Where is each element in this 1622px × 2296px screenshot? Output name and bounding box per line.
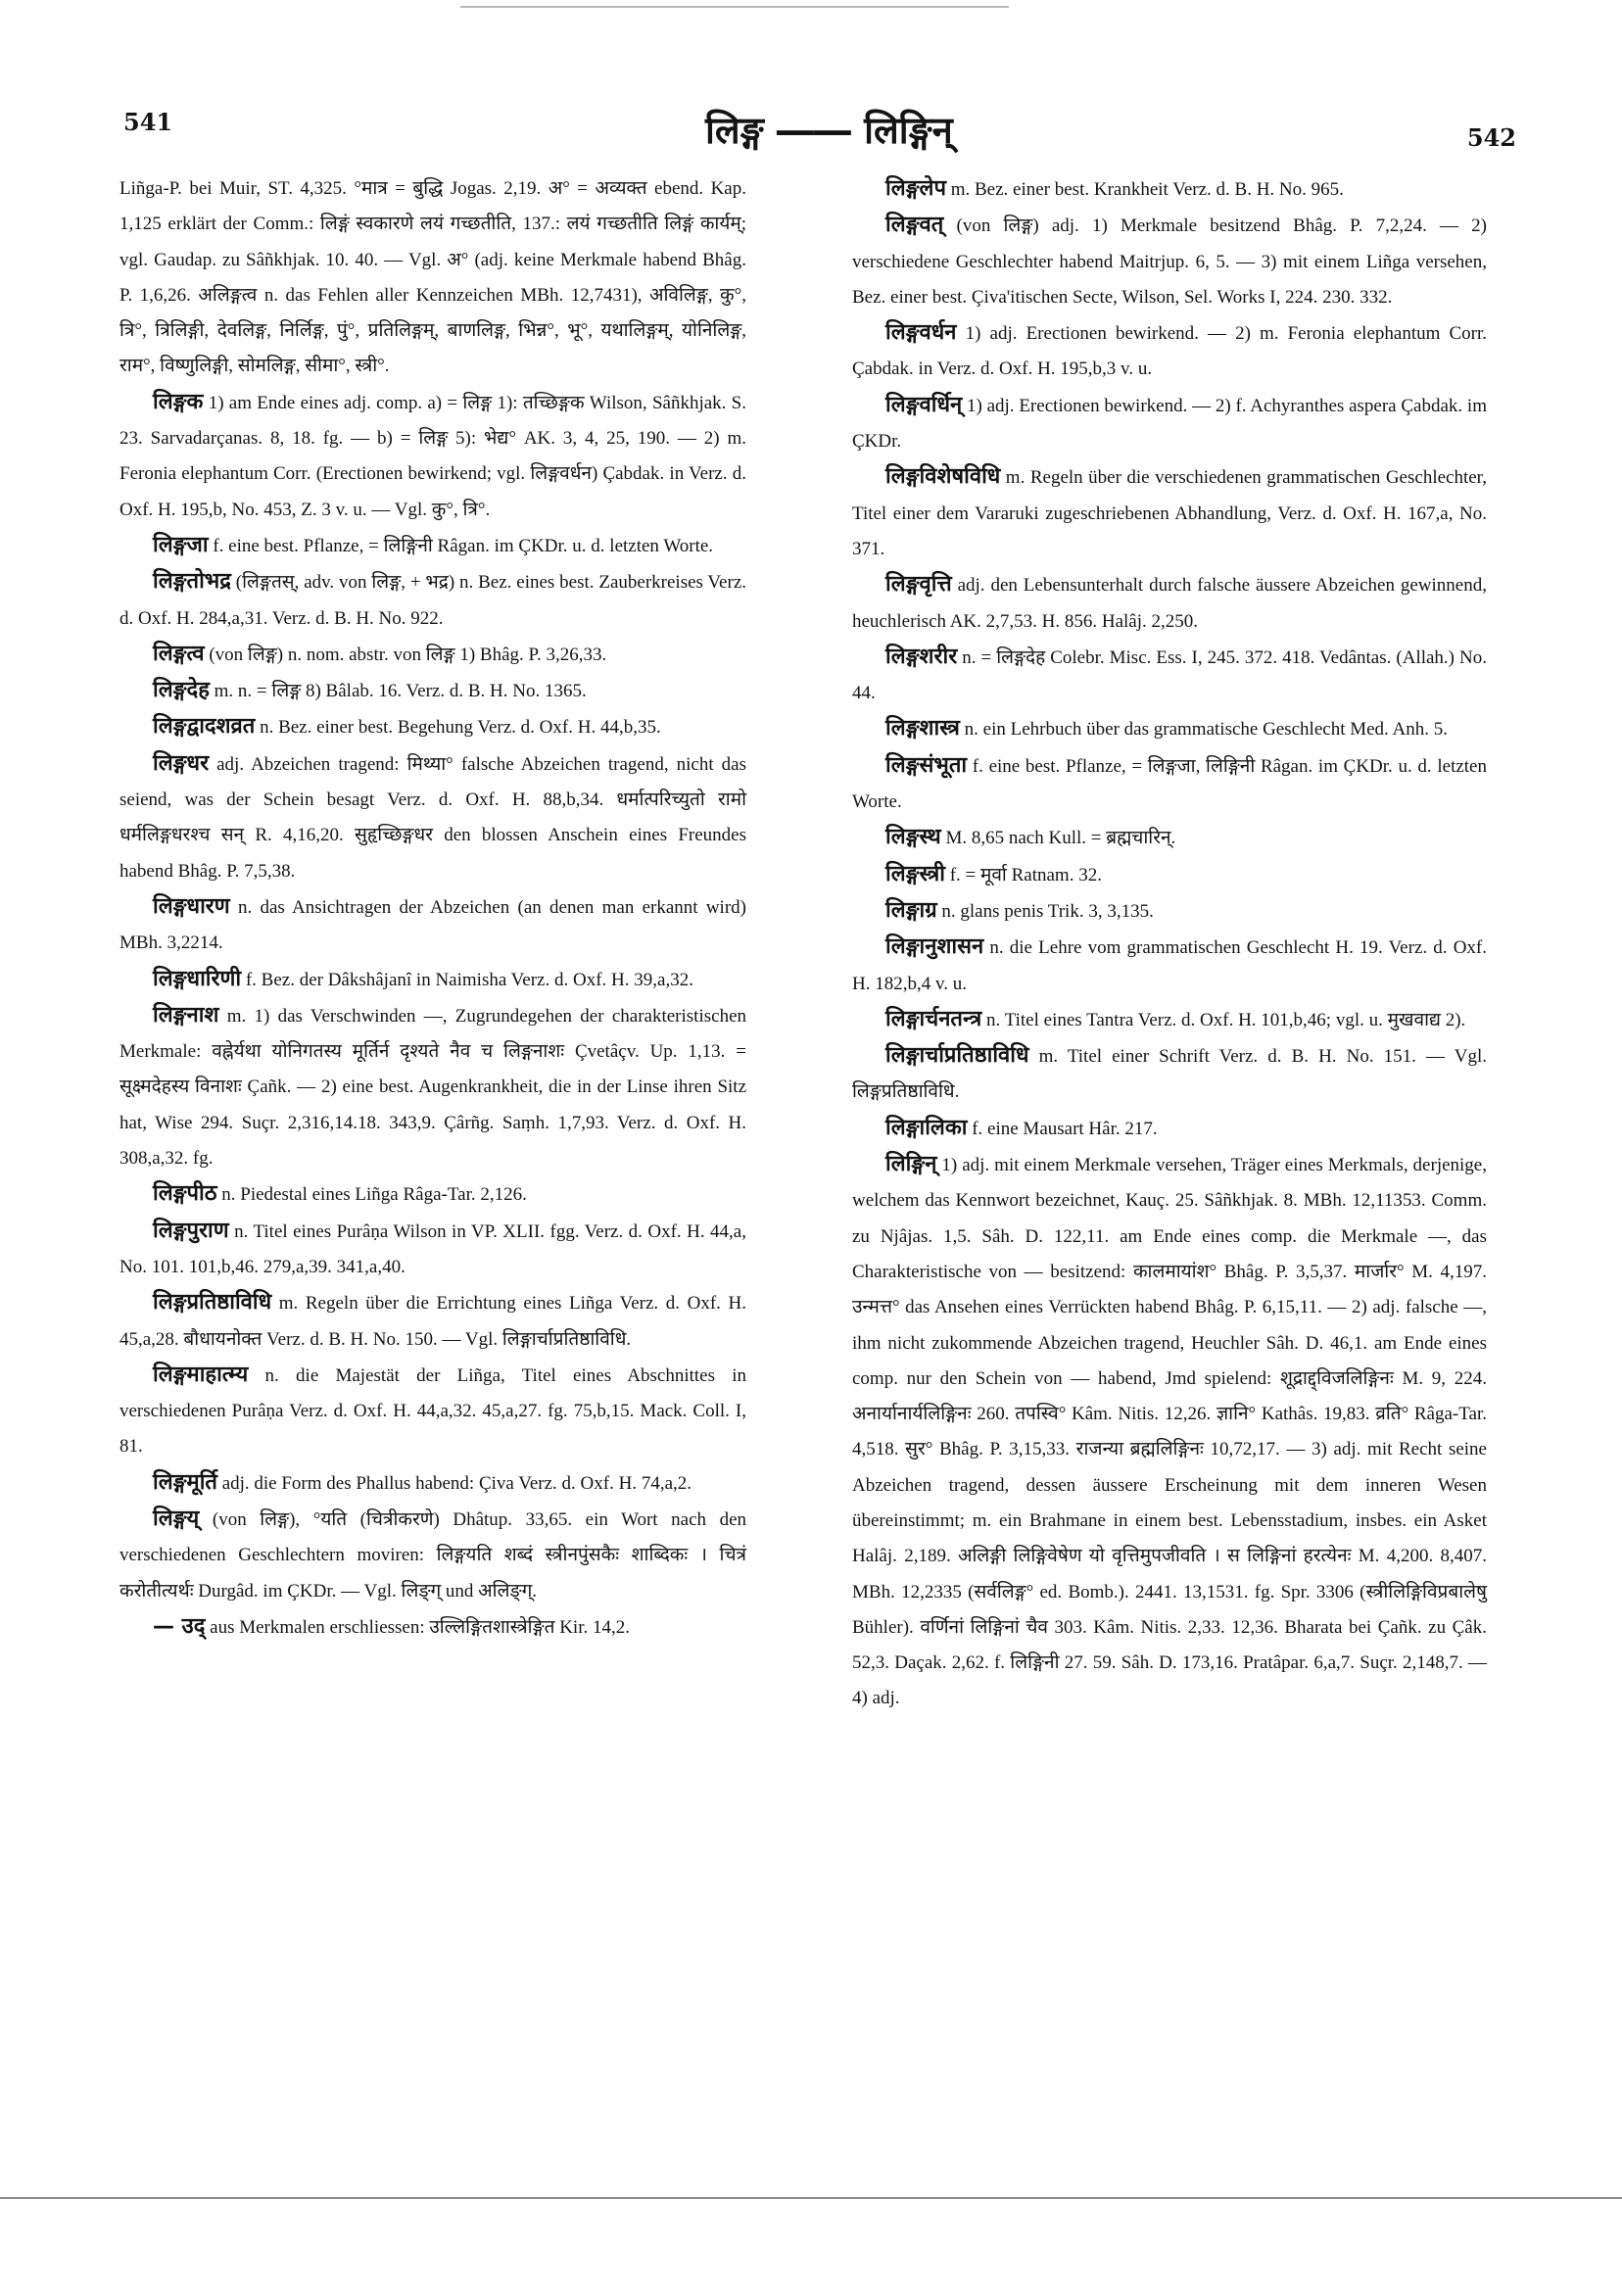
dictionary-entry — [119, 171, 746, 385]
dictionary-entry — [119, 564, 746, 637]
entry-headword: लिङ्गार्चाप्रतिष्ठाविधि — [885, 1043, 1029, 1069]
entry-text: f. Bez. der Dâkshâjanî in Naimisha Verz. d. Oxf. H. 39,a,32. — [241, 969, 693, 990]
dictionary-entry — [852, 748, 1487, 821]
entry-headword: लिङ्गसंभूता — [885, 752, 968, 778]
entry-text: n. Bez. einer best. Begehung Verz. d. Oxf. H. 44,b,35. — [255, 717, 661, 739]
entry-headword: लिङ्गजा — [153, 532, 209, 557]
entry-text: (von लिङ्ग) adj. 1) Merkmale besitzend Bhâg. P. 7,2,24. — 2) verschiedene Geschlechter habend Maitrjup. 6, 5. — 3) mit einem Liñga versehen, Bez. einer best. Çiva'itischen Secte, Wilson, Sel. Works I, 224. 230. 332. — [852, 215, 1487, 308]
entry-headword: लिङ्गवर्धिन् — [885, 392, 963, 417]
dictionary-entry — [852, 567, 1487, 640]
entry-headword: लिङ्गपुराण — [153, 1218, 229, 1243]
entry-headword: लिङ्गदेह — [153, 678, 210, 703]
page-number-left: 541 — [123, 108, 173, 136]
dictionary-entry — [852, 208, 1487, 315]
dictionary-entry — [119, 998, 746, 1176]
entry-text: m. Regeln über die Errichtung eines Liñga Verz. d. Oxf. H. 45,a,28. बौधायनोक्त Verz. d. B. H. No. 150. — Vgl. लिङ्गार्चाप्रतिष्ठाविधि. — [119, 1293, 746, 1350]
dictionary-entry — [119, 637, 746, 673]
entry-text: (लिङ्गतस्, adv. von लिङ्ग, + भद्र) n. Bez. eines best. Zauberkreises Verz. d. Oxf. H. 284,a,31. Verz. d. B. H. No. 922. — [119, 572, 746, 629]
entry-headword: लिङ्गद्वादशव्रत — [153, 714, 256, 740]
dictionary-entry — [852, 388, 1487, 460]
entry-headword: लिङ्गवत् — [885, 213, 944, 238]
entry-headword: लिङ्गप्रतिष्ठाविधि — [153, 1290, 272, 1315]
dictionary-entry — [119, 1465, 746, 1502]
left-column — [119, 171, 746, 1646]
entry-headword: लिङ्गधर — [153, 750, 210, 776]
dictionary-entry — [852, 820, 1487, 856]
dictionary-entry — [119, 673, 746, 709]
dictionary-entry — [852, 1147, 1487, 1717]
entry-text: 1) adj. Erectionen bewirkend. — 2) m. Feronia elephantum Corr. Çabdak. in Verz. d. Oxf. H. 195,b,3 v. u. — [852, 323, 1487, 380]
entry-text: f. eine best. Pflanze, = लिङ्गजा, लिङ्गिनी Râgan. im ÇKDr. u. d. letzten Worte. — [852, 755, 1487, 813]
entry-headword: लिङ्गवृत्ति — [885, 572, 952, 598]
dictionary-entry — [119, 962, 746, 998]
dictionary-entry — [119, 1285, 746, 1358]
entry-text: m. Regeln über die verschiedenen grammatischen Geschlechter, Titel einer dem Vararuki zugeschriebenen Abhandlung, Verz. d. Oxf. H. 167,a, No. 371. — [852, 467, 1487, 559]
dictionary-entry — [119, 1358, 746, 1465]
entry-text: m. n. = लिङ्ग 8) Bâlab. 16. Verz. d. B. H. No. 1365. — [209, 681, 587, 702]
entry-text: m. Bez. einer best. Krankheit Verz. d. B. H. No. 965. — [945, 179, 1344, 200]
page-number-right: 542 — [1466, 123, 1516, 152]
entry-text: 1) adj. mit einem Merkmale versehen, Träger eines Merkmals, derjenige, welchem das Kennwort bezeichnet, Kauç. 25. Sâñkhjak. 8. MBh. 12,11353. Comm. zu Njâjas. 1,5. Sâh. D. 122,11. am Ende eines comp. die Merkmale —, das Charakteristische von — besitzend: कालमायांश° Bhâg. P. 3,5,37. मार्जार° M. 4,197. उन्मत्त° das Ansehen eines Verrückten habend Bhâg. P. 6,15,11. — 2) adj. falsche —, ihm nicht zukommende Abzeichen tragend, Heuchler Sâh. D. 46,1. am Ende eines comp. nur den Schein von — habend, Jmd spielend: शूद्राद्द्विजलिङ्गिनः M. 9, 224. अनार्यानार्यलिङ्गिनः 260. तपस्वि° Kâm. Nitis. 12,26. ज्ञानि° Kathâs. 19,83. व्रति° Râga-Tar. 4,518. सुर° Bhâg. P. 3,15,33. राजन्या ब्रह्मलिङ्गिनः 10,72,17. — 3) adj. mit Recht seine Abzeichen tragend, dessen äussere Erscheinung mit dem inneren Wesen übereinstimmt; m. ein Brahmane in einem best. Lebensstadium, insbes. ein Asket Halâj. 2,189. अलिङ्गी लिङ्गिवेषेण यो वृत्तिमुपजीवति । स लिङ्गिनां हरत्येनः M. 4,200. 8,407. MBh. 12,2335 (सर्वलिङ्ग° ed. Bomb.). 2441. 13,1531. fg. Spr. 3306 (स्त्रीलिङ्गिविप्रबालेषु Bühler). वर्णिनां लिङ्गिनां चैव 303. Kâm. Nitis. 2,33. 12,36. Bharata bei Çañk. zu Çâk. 52,3. Daçak. 2,62. f. लिङ्गिनी 27. 59. Sâh. D. 173,16. Pratâpar. 6,a,7. Suçr. 2,148,7. — 4) adj. — [852, 1155, 1487, 1709]
entry-headword: लिङ्गिन् — [885, 1152, 937, 1177]
entry-headword: लिङ्गस्थ — [885, 825, 941, 850]
entry-text: (von लिङ्ग), °यति (चित्रीकरणे) Dhâtup. 33,65. ein Wort nach den verschiedenen Geschlechtern moviren: लिङ्गयति शब्दं स्त्रीनपुंसकैः शाब्दिकः । चित्रं करोतीत्यर्थः Durgâd. im ÇKDr. — Vgl. लिङ्ग् und अलिङ्ग्. — [119, 1508, 746, 1602]
entry-headword: लिङ्गक — [153, 389, 204, 414]
entry-text: aus Merkmalen erschliessen: उल्लिङ्गितशास्त्रेङ्गित Kir. 14,2. — [205, 1616, 630, 1638]
dictionary-entry — [852, 1002, 1487, 1038]
dictionary-entry — [119, 1176, 746, 1213]
entry-text: n. glans penis Trik. 3, 3,135. — [936, 900, 1154, 922]
entry-headword: लिङ्गविशेषविधि — [885, 464, 1001, 490]
entry-headword: लिङ्गवर्धन — [885, 320, 957, 346]
entry-text: Liñga-P. bei Muir, ST. 4,325. °मात्र = बुद्धि Jogas. 2,19. अ° = अव्यक्त ebend. Kap. 1,125 erklärt der Comm.: लिङ्गं स्वकारणे लयं गच्छतीति, 137.: लयं गच्छतीति लिङ्गं कार्यम्; vgl. Gaudap. zu Sâñkhjak. 10. 40. — Vgl. अ° (adj. keine Merkmale habend Bhâg. P. 1,6,26. अलिङ्गत्व n. das Fehlen aller Kennzeichen MBh. 12,7431), अविलिङ्ग, कु°, त्रि°, त्रिलिङ्गी, देवलिङ्ग, निर्लिङ्ग, पुं°, प्रतिलिङ्गम्, बाणलिङ्ग, भिन्न°, भू°, यथालिङ्गम्, योनिलिङ्ग, राम°, विष्णुलिङ्गी, सोमलिङ्ग, सीमा°, स्त्री°. — [119, 178, 746, 377]
page-header — [78, 108, 1548, 167]
dictionary-entry — [119, 1214, 746, 1286]
entry-headword: लिङ्गतोभद्र — [153, 569, 231, 595]
entry-text: adj. die Form des Phallus habend: Çiva Verz. d. Oxf. H. 74,a,2. — [216, 1472, 692, 1494]
entry-text: f. = मूर्वा Ratnam. 32. — [944, 864, 1102, 885]
entry-text: m. 1) das Verschwinden —, Zugrundegehen der charakteristischen Merkmale: वह्नेर्यथा योनिगतस्य मूर्तिर्न दृश्यते नैव च लिङ्गनाशः Çvetâçv. Up. 1,13. = सूक्ष्मदेहस्य विनाशः Çañk. — 2) eine best. Augenkrankheit, die in der Linse ihren Sitz hat, Wise 294. Suçr. 2,316,14.18. 343,9. Çârñg. Saṃh. 1,7,93. Verz. d. Oxf. H. 308,a,32. fg. — [119, 1005, 746, 1170]
entry-headword: लिङ्गालिका — [885, 1115, 968, 1140]
dictionary-entry — [119, 528, 746, 564]
dictionary-entry — [852, 459, 1487, 567]
entry-text: n. Piedestal eines Liñga Râga-Tar. 2,126. — [216, 1184, 527, 1206]
entry-text: f. eine Mausart Hâr. 217. — [967, 1118, 1158, 1139]
entry-headword: लिङ्गानुशासन — [885, 934, 984, 960]
entry-text: M. 8,65 nach Kull. = ब्रह्मचारिन्. — [940, 828, 1176, 849]
entry-text: (von लिङ्ग) n. nom. abstr. von लिङ्ग 1) Bhâg. P. 3,26,33. — [204, 644, 607, 665]
entry-text: n. die Majestät der Liñga, Titel eines Abschnittes in verschiedenen Purâṇa Verz. d. Oxf. H. 44,a,32. 45,a,27. fg. 75,b,15. Mack. Coll. I, 81. — [119, 1364, 746, 1458]
entry-headword: लिङ्गलेप — [885, 176, 946, 201]
dictionary-entry — [852, 857, 1487, 893]
entry-headword: लिङ्गमूर्ति — [153, 1469, 217, 1495]
entry-headword: लिङ्गत्व — [153, 641, 205, 666]
dictionary-entry — [852, 315, 1487, 388]
dictionary-entry — [852, 930, 1487, 1002]
right-column — [852, 171, 1487, 1717]
entry-text: n. die Lehre vom grammatischen Geschlecht H. 19. Verz. d. Oxf. H. 182,b,4 v. u. — [852, 937, 1487, 994]
entry-text: n. = लिङ्गदेह Colebr. Misc. Ess. I, 245. 372. 418. Vedântas. (Allah.) No. 44. — [852, 646, 1487, 704]
entry-text: 1) am Ende eines adj. comp. a) = लिङ्ग 1): तच्छिङ्गक Wilson, Sâñkhjak. S. 23. Sarvadarçanas. 8, 18. fg. — b) = लिङ्ग 5): भेद्य° AK. 3, 4, 25, 190. — 2) m. Feronia elephantum Corr. (Erectionen bewirkend; vgl. लिङ्गवर्धन) Çabdak. in Verz. d. Oxf. H. 195,b, No. 453, Z. 3 v. u. — Vgl. कु°, त्रि°. — [119, 392, 746, 520]
dictionary-entry — [852, 1038, 1487, 1111]
bottom-rule — [0, 2197, 1622, 2199]
entry-headword: लिङ्गशास्त्र — [885, 716, 960, 741]
entry-text: n. Titel eines Tantra Verz. d. Oxf. H. 101,b,46; vgl. u. मुखवाद्य 2). — [981, 1009, 1466, 1030]
dictionary-entry — [852, 893, 1487, 930]
dictionary-entry — [852, 711, 1487, 747]
dictionary-entry — [119, 1502, 746, 1609]
entry-headword: लिङ्गपीठ — [153, 1181, 217, 1207]
entry-headword: लिङ्गस्त्री — [885, 861, 945, 886]
entry-text: adj. den Lebensunterhalt durch falsche äussere Abzeichen gewinnend, heuchlerisch AK. 2,7,53. H. 856. Halâj. 2,250. — [852, 575, 1487, 632]
entry-headword: लिङ्गय् — [153, 1506, 200, 1531]
entry-text: m. Titel einer Schrift Verz. d. B. H. No. 151. — Vgl. लिङ्गप्रतिष्ठाविधि. — [852, 1046, 1487, 1103]
page-title: लिङ्ग ―― लिङ्गिन् — [705, 109, 953, 152]
entry-text: adj. Abzeichen tragend: मिथ्या° falsche Abzeichen tragend, nicht das seiend, was der Schein besagt Verz. d. Oxf. H. 88,b,34. धर्मात्परिच्युतो रामो धर्मलिङ्गधरश्च सन् R. 4,16,20. सुहृच्छिङ्गधर den blossen Anschein eines Freundes habend Bhâg. P. 7,5,38. — [119, 753, 746, 882]
entry-headword: लिङ्गार्चनतन्त्र — [885, 1006, 982, 1031]
entry-headword: लिङ्गमाहात्म्य — [153, 1362, 249, 1387]
top-rule — [460, 6, 1009, 8]
entry-text: f. eine best. Pflanze, = लिङ्गिनी Râgan. im ÇKDr. u. d. letzten Worte. — [208, 535, 714, 556]
entry-headword: लिङ्गशरीर — [885, 644, 958, 669]
entry-headword: लिङ्गधारिणी — [153, 966, 242, 991]
entry-headword: — उद् — [153, 1613, 206, 1639]
entry-text: n. ein Lehrbuch über das grammatische Geschlecht Med. Anh. 5. — [959, 719, 1448, 741]
dictionary-entry — [852, 640, 1487, 712]
entry-text: 1) adj. Erectionen bewirkend. — 2) f. Achyranthes aspera Çabdak. im ÇKDr. — [852, 395, 1487, 453]
dictionary-entry — [119, 385, 746, 528]
entry-headword: लिङ्गनाश — [153, 1002, 219, 1028]
dictionary-entry — [852, 1111, 1487, 1147]
dictionary-entry — [852, 171, 1487, 208]
dictionary-entry — [119, 746, 746, 889]
dictionary-entry — [119, 889, 746, 962]
entry-headword: लिङ्गधारण — [153, 893, 230, 919]
dictionary-entry — [119, 1609, 746, 1646]
entry-text: n. Titel eines Purâṇa Wilson in VP. XLII. fgg. Verz. d. Oxf. H. 44,a, No. 101. 101,b,46. 279,a,39. 341,a,40. — [119, 1220, 746, 1277]
entry-headword: लिङ्गाग्र — [885, 897, 937, 923]
dictionary-entry — [119, 709, 746, 745]
entry-text: n. das Ansichtragen der Abzeichen (an denen man erkannt wird) MBh. 3,2214. — [119, 896, 746, 954]
